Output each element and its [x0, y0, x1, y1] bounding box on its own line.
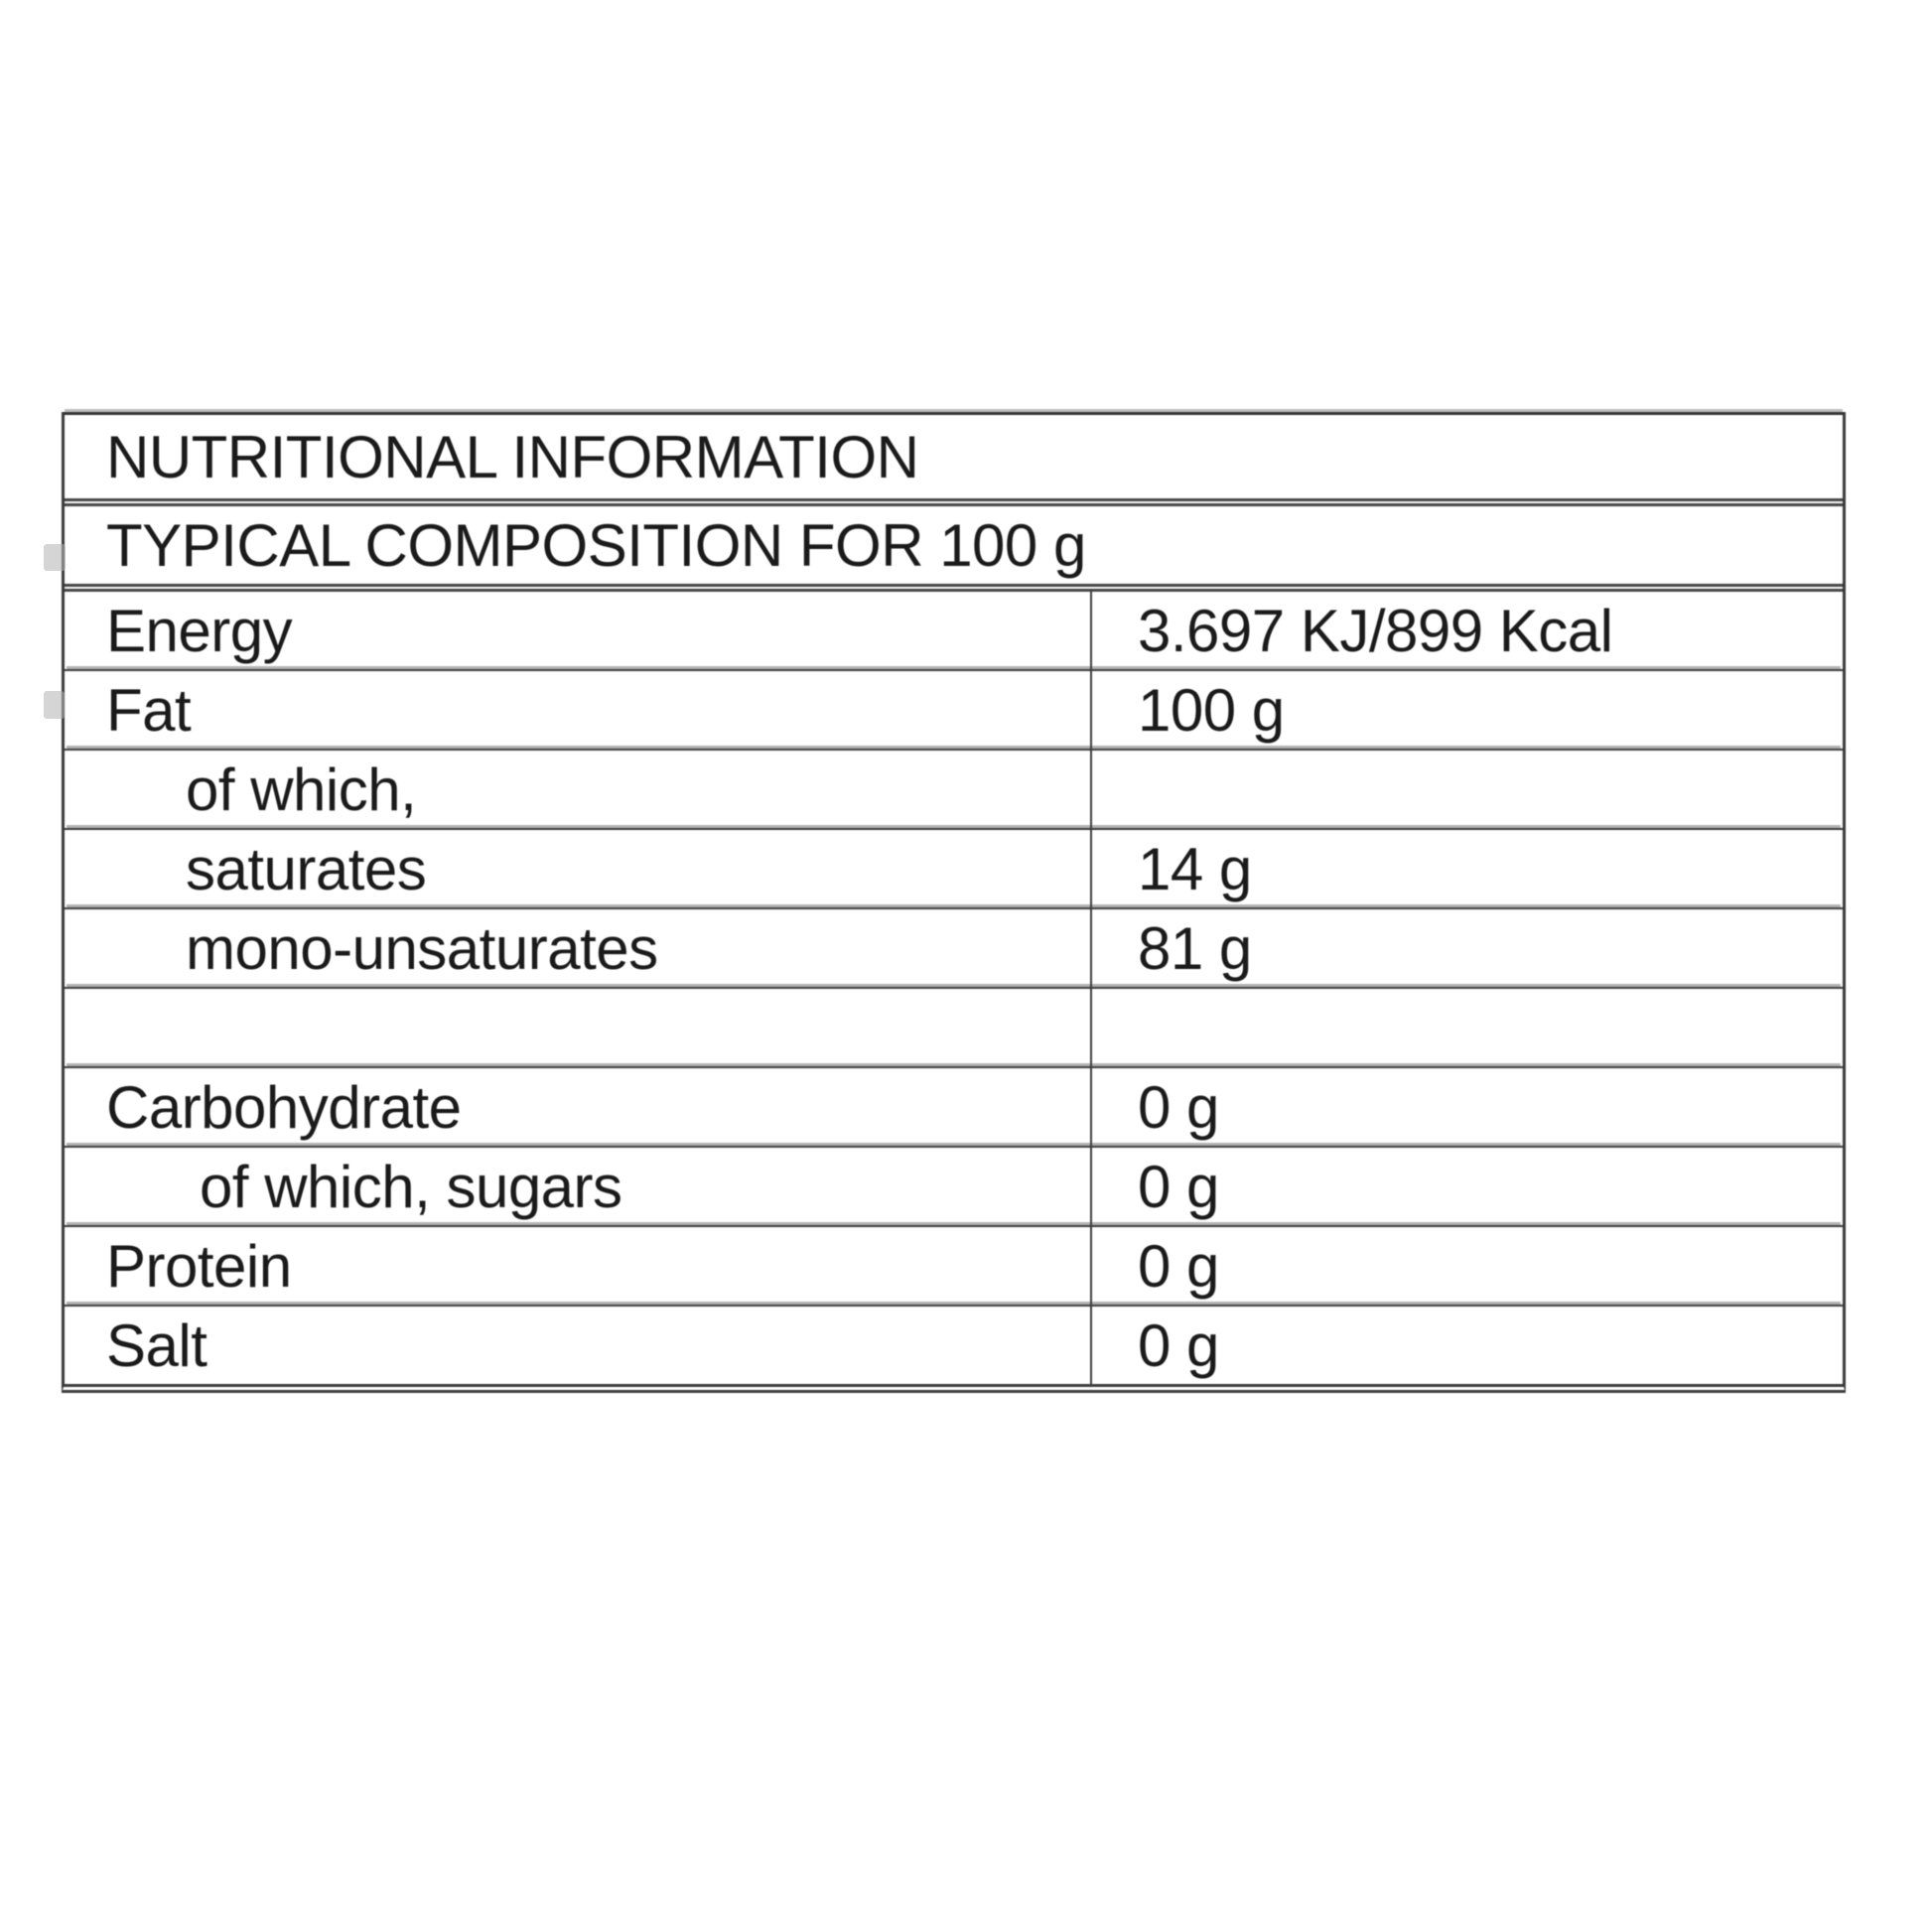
table-row-protein	[65, 1225, 1843, 1305]
table-row-saturates	[65, 828, 1843, 907]
row-label-saturates: saturates	[186, 835, 427, 902]
table-subtitle-row	[65, 506, 1843, 592]
row-label-carbohydrate: Carbohydrate	[106, 1073, 462, 1141]
table-row-of-which	[65, 749, 1843, 828]
table-subtitle: TYPICAL COMPOSITION FOR 100 g	[106, 511, 1086, 579]
table-row-fat	[65, 669, 1843, 749]
table-row-empty	[65, 987, 1843, 1066]
scan-artifact	[44, 544, 66, 571]
row-label-empty	[65, 989, 1090, 1066]
row-value-saturates: 14 g	[1090, 830, 1843, 907]
row-label-sugars: of which, sugars	[200, 1153, 622, 1220]
table-title-row	[65, 415, 1843, 506]
row-label-protein: Protein	[106, 1232, 292, 1300]
row-value-sugars: 0 g	[1090, 1148, 1843, 1225]
table-row-carbohydrate	[65, 1066, 1843, 1146]
row-label-energy: Energy	[106, 597, 293, 664]
table-row-salt	[65, 1305, 1843, 1384]
row-label-mono-unsaturates: mono-unsaturates	[186, 914, 658, 982]
table-row-sugars	[65, 1146, 1843, 1225]
row-value-energy: 3.697 KJ/899 Kcal	[1090, 592, 1843, 669]
scan-artifact	[44, 691, 65, 719]
table-title: NUTRITIONAL INFORMATION	[106, 423, 919, 490]
row-value-carbohydrate: 0 g	[1090, 1068, 1843, 1146]
nutrition-table	[62, 412, 1846, 1393]
row-value-protein: 0 g	[1090, 1227, 1843, 1305]
row-value-mono-unsaturates: 81 g	[1090, 909, 1843, 987]
row-value-of-which	[1090, 751, 1843, 828]
table-row-mono-unsaturates	[65, 907, 1843, 987]
row-label-salt: Salt	[106, 1311, 207, 1379]
row-label-of-which: of which,	[186, 756, 417, 823]
row-value-empty	[1090, 989, 1843, 1066]
row-value-fat: 100 g	[1090, 671, 1843, 749]
table-row-energy	[65, 592, 1843, 669]
row-label-fat: Fat	[106, 676, 192, 744]
row-value-salt: 0 g	[1090, 1307, 1843, 1384]
